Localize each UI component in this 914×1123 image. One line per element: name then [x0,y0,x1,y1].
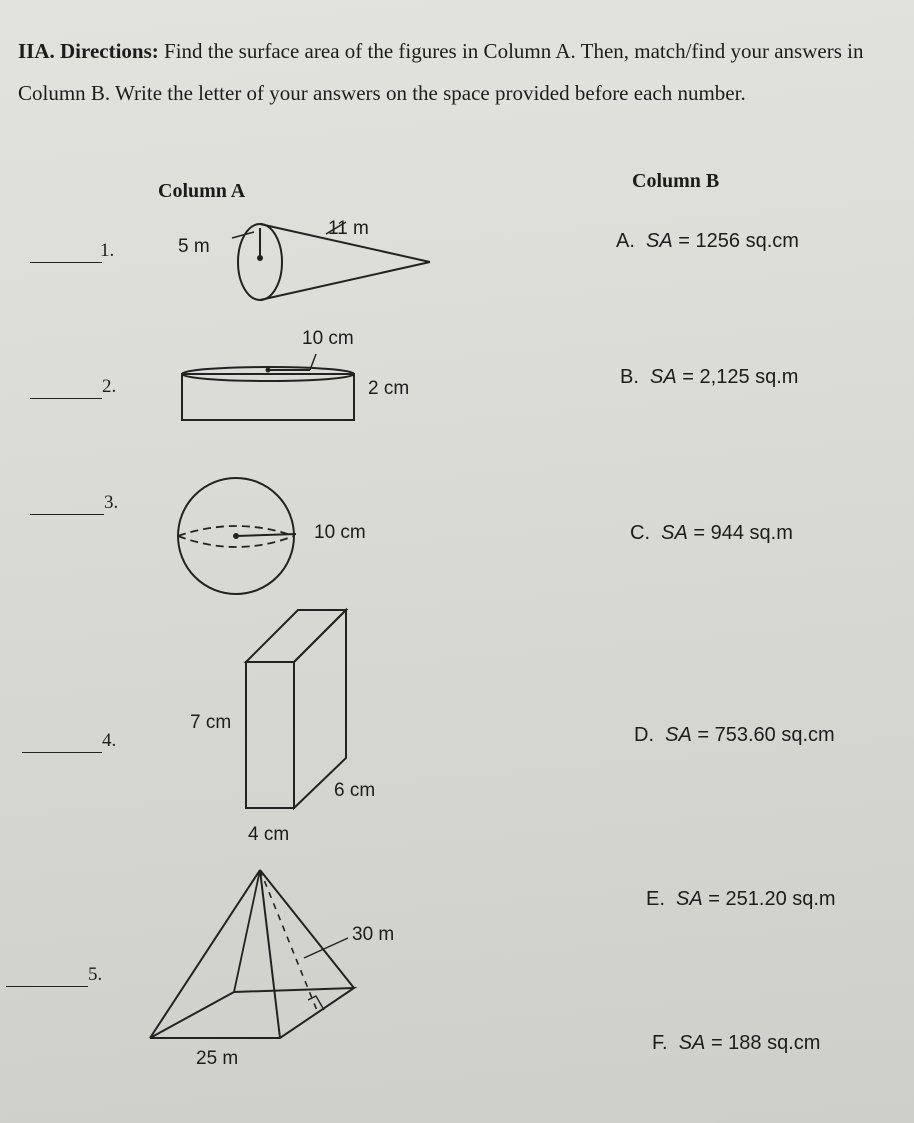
choice-c-value: = 944 sq.m [693,522,793,544]
choice-e-value: = 251.20 sq.m [708,888,836,910]
column-a-title: Column A [158,180,246,202]
choice-e-var: SA [676,888,703,910]
pyramid-base-label: 25 m [196,1048,239,1069]
choice-d-letter: D. [634,724,654,746]
choice-f-var: SA [678,1032,706,1054]
pyramid-slant-label: 30 m [352,924,395,945]
cylinder-diameter-label: 10 cm [302,328,354,349]
choice-b-var: SA [650,366,677,388]
prism-width-label: 4 cm [248,824,290,845]
prism-depth-label: 6 cm [334,780,376,801]
choice-b-letter: B. [620,366,639,388]
cone-radius-label: 5 m [178,236,210,257]
item-number-1: 1. [100,240,115,261]
cylinder-figure [180,362,360,426]
sphere-radius-label: 10 cm [314,522,366,543]
item-number-4: 4. [102,730,117,751]
choice-d [634,724,835,747]
choice-f-value: = 188 sq.cm [710,1032,821,1054]
cone-slant-label: 11 m [328,218,369,239]
choice-d-var: SA [665,724,692,746]
choice-a-letter: A. [616,230,635,252]
directions [18,30,888,114]
choice-e [646,888,836,911]
choice-c-letter: C. [630,522,650,544]
choice-c-var: SA [661,522,688,544]
choice-a-var: SA [646,230,673,252]
choice-f [652,1032,820,1055]
answer-blank-5[interactable] [6,986,88,987]
choice-e-letter: E. [646,888,665,910]
answer-blank-1[interactable] [30,262,102,263]
answer-blank-3[interactable] [30,514,104,515]
choice-a-value: = 1256 sq.cm [678,230,799,252]
cylinder-height-label: 2 cm [368,378,410,399]
choice-c [630,522,793,545]
prism-height-label: 7 cm [190,712,232,733]
item-number-3: 3. [104,492,119,513]
choice-b [620,366,798,389]
answer-blank-4[interactable] [22,752,102,753]
choice-d-value: = 753.60 sq.cm [697,724,835,746]
item-number-5: 5. [88,964,103,985]
directions-heading: IIA. Directions: [18,39,159,63]
sphere-figure [172,476,302,596]
square-pyramid-figure [148,868,358,1044]
column-b-title: Column B [632,170,720,192]
choice-a [616,230,799,253]
directions-text: Find the surface area of the figures in Column A. Then, match/find your answers in Column B. Write the letter of your answers on the space provided before each number. [18,39,864,105]
answer-blank-2[interactable] [30,398,102,399]
item-number-2: 2. [102,376,117,397]
choice-f-letter: F. [652,1032,668,1054]
choice-b-value: = 2,125 sq.m [682,366,799,388]
